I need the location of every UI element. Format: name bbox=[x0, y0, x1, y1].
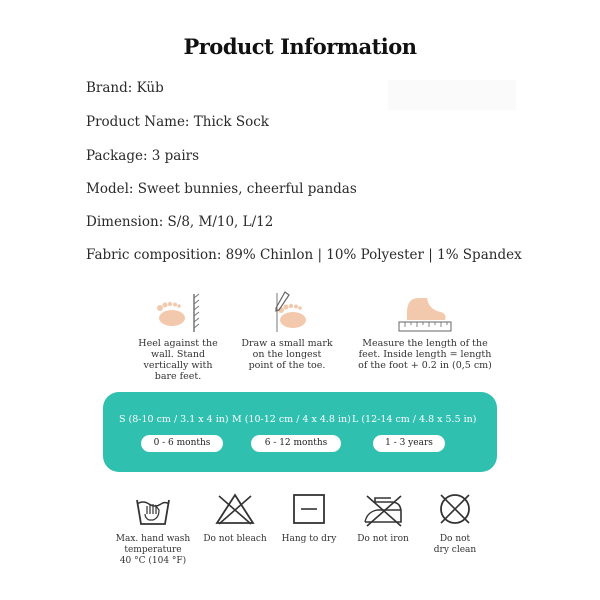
measure-steps bbox=[0, 290, 600, 390]
care-hand-wash bbox=[112, 490, 194, 567]
brand-line: Brand: Küb bbox=[86, 80, 164, 96]
measure-step-1 bbox=[128, 290, 228, 382]
pen-mark-foot-icon bbox=[257, 290, 317, 334]
no-iron-icon bbox=[361, 490, 405, 528]
size-s-label: S (8-10 cm / 3.1 x 4 in) bbox=[119, 414, 229, 425]
care-no-bleach bbox=[198, 490, 272, 545]
care-no-dry-clean bbox=[420, 490, 490, 556]
faint-watermark-area bbox=[388, 80, 516, 110]
fabric-line: Fabric composition: 89% Chinlon | 10% Polyester | 1% Spandex bbox=[86, 247, 522, 263]
no-dry-clean-icon bbox=[433, 490, 477, 528]
care-no-dry-clean-text: Do not dry clean bbox=[433, 534, 477, 555]
measure-step-2-text: Draw a small mark on the longest point of the toe. bbox=[241, 338, 333, 371]
measure-step-3 bbox=[352, 290, 498, 371]
care-hang-dry-text: Hang to dry bbox=[281, 534, 337, 544]
measure-step-3-text: Measure the length of the feet. Inside length = length of the foot + 0.2 in (0,5 cm) bbox=[358, 338, 492, 371]
care-hand-wash-text: Max. hand wash temperature 40 °C (104 °F) bbox=[115, 534, 191, 566]
care-no-iron bbox=[350, 490, 416, 545]
care-instructions bbox=[0, 490, 600, 590]
model-line: Model: Sweet bunnies, cheerful pandas bbox=[86, 181, 357, 197]
foot-ruler-icon bbox=[385, 290, 465, 334]
measure-step-2 bbox=[232, 290, 342, 371]
foot-against-wall-icon bbox=[148, 290, 208, 334]
measure-step-1-text: Heel against the wall. Stand vertically with bare feet. bbox=[138, 338, 218, 382]
dimension-line: Dimension: S/8, M/10, L/12 bbox=[86, 214, 274, 230]
page-title: Product Information bbox=[183, 34, 417, 59]
size-l-age-badge: 1 - 3 years bbox=[373, 435, 445, 452]
no-bleach-icon bbox=[213, 490, 257, 528]
size-m-label: M (10-12 cm / 4 x 4.8 in) bbox=[232, 414, 351, 425]
size-l-label: L (12-14 cm / 4.8 x 5.5 in) bbox=[352, 414, 477, 425]
package-line: Package: 3 pairs bbox=[86, 148, 200, 164]
size-s-age-badge: 0 - 6 months bbox=[141, 435, 223, 452]
hang-dry-icon bbox=[287, 490, 331, 528]
care-hang-dry bbox=[276, 490, 342, 545]
hand-wash-icon bbox=[131, 490, 175, 528]
size-m-age-badge: 6 - 12 months bbox=[251, 435, 341, 452]
care-no-iron-text: Do not iron bbox=[357, 534, 409, 544]
product-name-line: Product Name: Thick Sock bbox=[86, 114, 269, 130]
care-no-bleach-text: Do not bleach bbox=[203, 534, 267, 544]
size-chart-panel bbox=[103, 392, 497, 472]
